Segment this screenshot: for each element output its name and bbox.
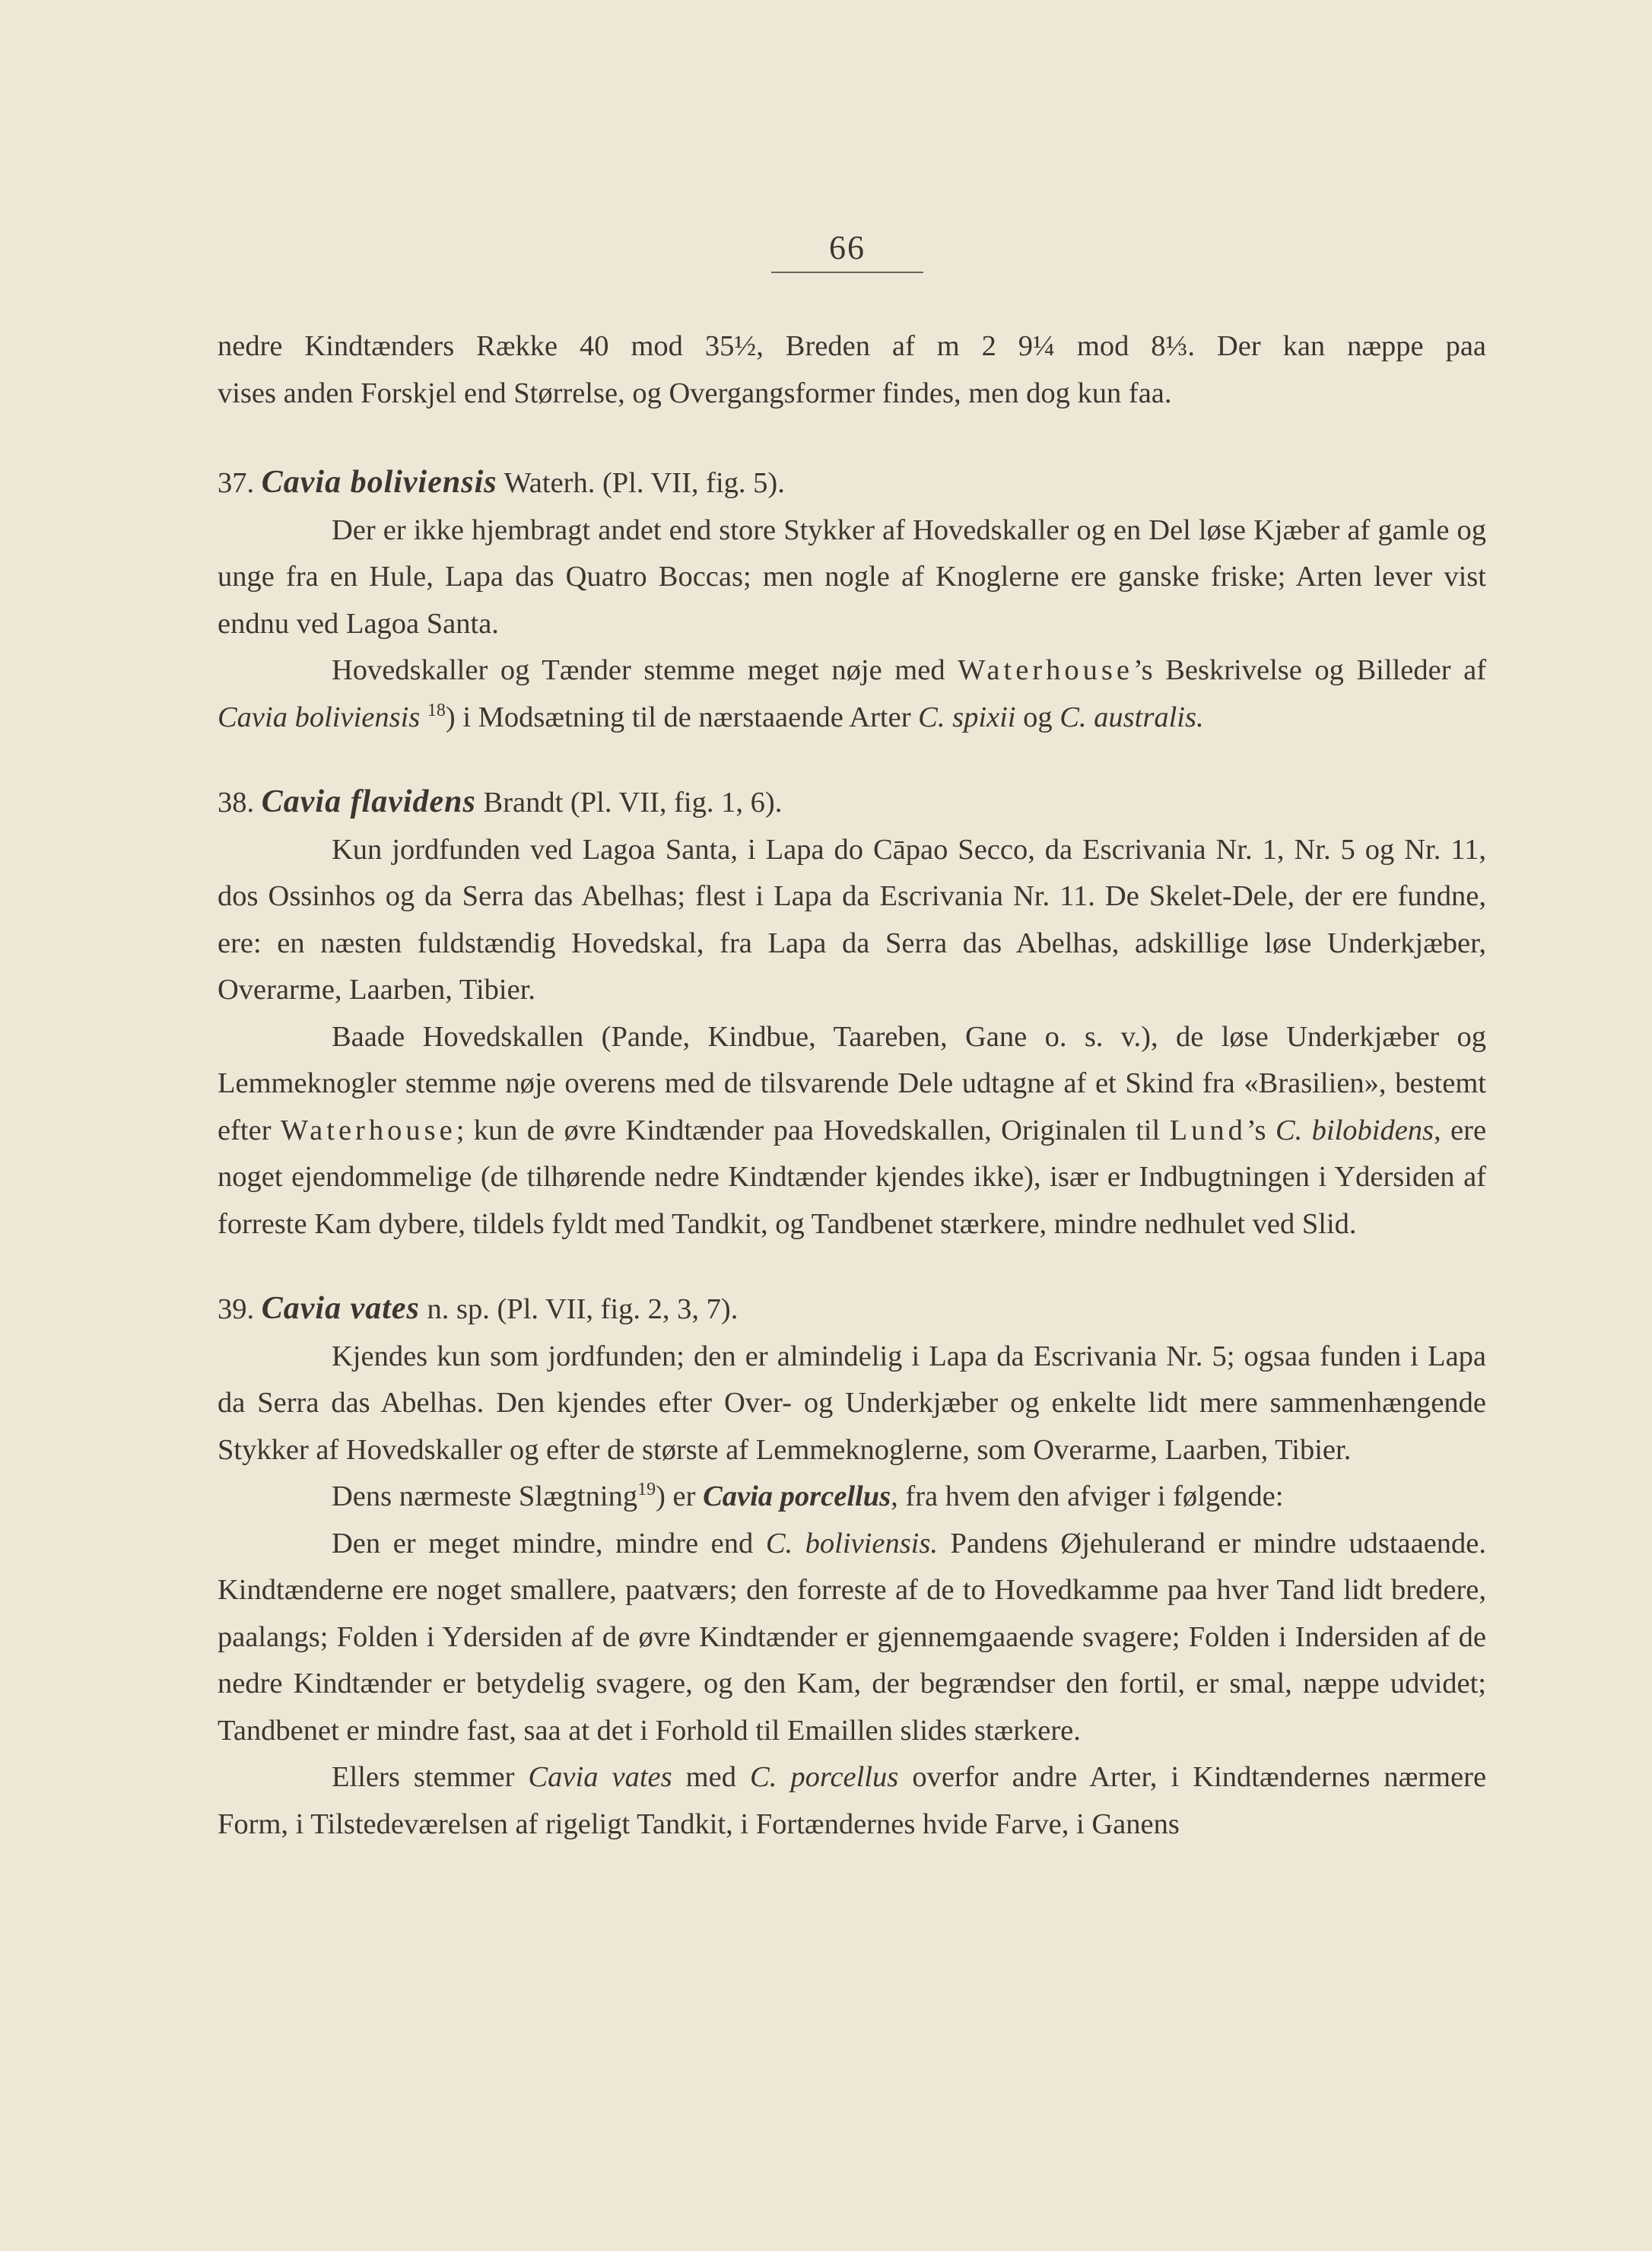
page-number: 66 [771, 228, 923, 273]
species-ref: C. boliviensis. [765, 1527, 938, 1559]
text-run: Ellers stemmer [332, 1761, 515, 1793]
intro-line-1: nedre Kindtænders Række 40 mod 35½, Breden af m 2 9¼ mod 8⅓. Der kan næppe paa [218, 330, 1486, 362]
section-39-heading [218, 1286, 1486, 1334]
section-39-species: Cavia vates [261, 1291, 420, 1326]
author-name: Lund [1169, 1114, 1247, 1146]
section-39-paragraph-3 [218, 1521, 1486, 1755]
text-run: ’s Beskrivelse og Billeder af [1133, 654, 1487, 686]
intro-line-2: vises anden Forskjel end Størrelse, og Overgangsformer findes, men dog kun faa. [218, 377, 1172, 409]
section-39-author: n. sp. (Pl. VII, fig. 2, 3, 7). [427, 1293, 739, 1325]
section-38-paragraph-2 [218, 1014, 1486, 1248]
section-37-heading [218, 459, 1486, 507]
footnote-ref: 19 [637, 1480, 656, 1500]
section-39-paragraph-4 [218, 1754, 1486, 1848]
section-37-number: 37. [218, 467, 255, 499]
species-ref: Cavia porcellus [703, 1480, 891, 1512]
author-name: Waterhouse [958, 654, 1133, 686]
section-37-paragraph-1: Der er ikke hjembragt andet end store Stykker af Hovedskaller og en Del løse Kjæber af gamle og unge fra en Hule, Lapa das Quatro Boccas; men nogle af Knoglerne ere ganske friske; Arten lever vist endnu ved Lagoa Santa. [218, 513, 1486, 640]
text-run: , fra hvem den afviger i følgende: [891, 1480, 1284, 1512]
section-39-number: 39. [218, 1293, 255, 1325]
text-run: og [1023, 701, 1053, 733]
author-name: Waterhouse [280, 1114, 456, 1146]
species-ref: C. bilobidens [1275, 1114, 1434, 1146]
section-38-number: 38. [218, 787, 255, 819]
text-run: Den er meget mindre, mindre end [332, 1527, 754, 1559]
text-run: Baade Hovedskallen (Pande, Kindbue, Taareben, Gane o. s. v.), de løse Underkjæber og Lemmeknogler stemme nøje overens med de tilsvarende Dele udtagne af et Skind fra «Brasilien», bestemt efter [218, 1020, 1486, 1146]
section-39-paragraph-2 [218, 1474, 1486, 1521]
body-text [218, 323, 1486, 1848]
text-run: overfor andre Arter, i Kindtændernes nærmere Form, i Tilstedeværelsen af rigeligt Tandkit, i Fortændernes hvide Farve, i Ganens [218, 1761, 1487, 1840]
section-38-species: Cavia flavidens [261, 784, 476, 819]
section-39-paragraph-1: Kjendes kun som jordfunden; den er almindelig i Lapa da Escrivania Nr. 5; ogsaa funden i Lapa da Serra das Abelhas. Den kjendes efter Over- og Underkjæber og enkelte lidt mere sammenhængende Stykker af Hovedskaller og efter de største af Lemmeknoglerne, som Overarme, Laarben, Tibier. [218, 1340, 1486, 1466]
text-run: ) i Modsætning til de nærstaaende Arter [445, 701, 911, 733]
section-37-species: Cavia boliviensis [261, 465, 497, 500]
section-37-paragraph-2 [218, 647, 1486, 741]
section-37-author: Waterh. (Pl. VII, fig. 5). [504, 467, 785, 499]
text-run: ) er [656, 1480, 696, 1512]
section-38-author: Brandt (Pl. VII, fig. 1, 6). [483, 787, 783, 819]
species-ref: C. porcellus [750, 1761, 899, 1793]
text-run: Dens nærmeste Slægtning [332, 1480, 638, 1512]
species-ref: Cavia boliviensis [218, 701, 421, 733]
text-run: med [685, 1761, 736, 1793]
section-38-heading [218, 779, 1486, 827]
text-run: Hovedskaller og Tænder stemme meget nøje med [332, 654, 945, 686]
footnote-ref: 18 [427, 700, 446, 720]
species-ref: Cavia vates [528, 1761, 672, 1793]
species-ref: C. australis. [1060, 701, 1204, 733]
text-run: ’s [1246, 1114, 1266, 1146]
text-run: Pandens Øjehulerand er mindre udstaaende. Kindtænderne ere noget smallere, paatværs; den forreste af de to Hovedkamme paa hver Tand lidt bredere, paalangs; Folden i Ydersiden af de øvre Kindtænder er gjennemgaaende svagere; Folden i Indersiden af de nedre Kindtænder er betydelig svagere, og den Kam, der begrændser den fortil, er smal, næppe udvidet; Tandbenet er mindre fast, saa at det i Forhold til Emaillen slides stærkere. [218, 1527, 1487, 1747]
species-ref: C. spixii [918, 701, 1016, 733]
text-run: , ere noget ejendommelige (de tilhørende nedre Kindtænder kjendes ikke), især er Indbugtningen i Ydersiden af forreste Kam dybere, tildels fyldt med Tandkit, og Tandbenet stærkere, mindre nedhulet ved Slid. [218, 1114, 1487, 1240]
section-38-paragraph-1: Kun jordfunden ved Lagoa Santa, i Lapa do Cāpao Secco, da Escrivania Nr. 1, Nr. 5 og Nr. 11, dos Ossinhos og da Serra das Abelhas; flest i Lapa da Escrivania Nr. 11. De Skelet-Dele, der ere fundne, ere: en næsten fuldstændig Hovedskal, fra Lapa da Serra das Abelhas, adskillige løse Underkjæber, Overarme, Laarben, Tibier. [218, 833, 1486, 1006]
text-run: ; kun de øvre Kindtænder paa Hovedskallen, Originalen til [456, 1114, 1161, 1146]
